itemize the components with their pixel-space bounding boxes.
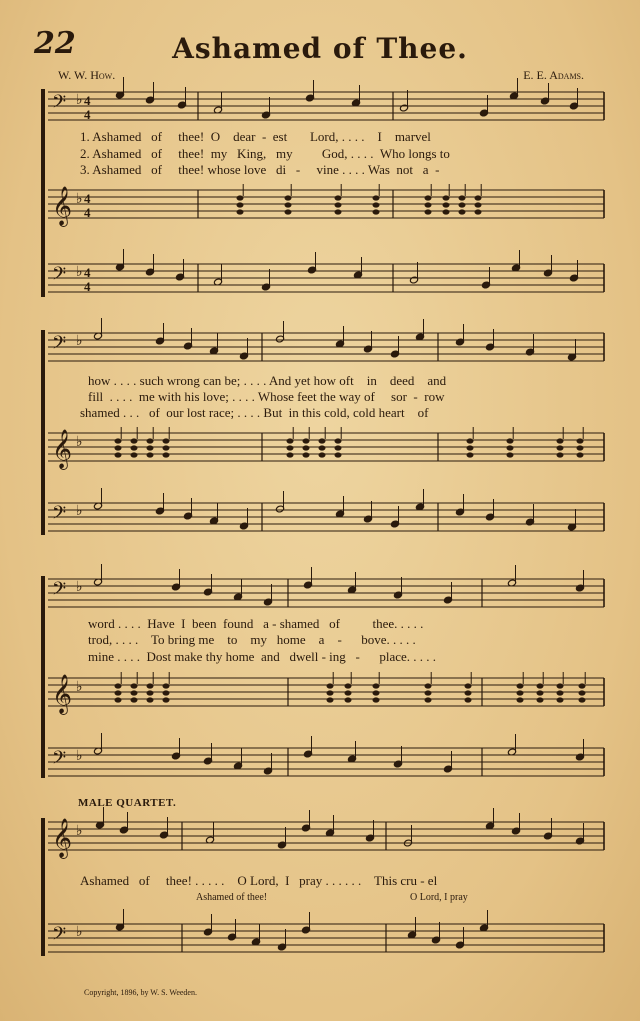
chord-note-head [163, 683, 170, 688]
bass-clef-icon: 𝄢 [52, 503, 67, 528]
verse-3-line-1: 3. Ashamed of thee! whose love di - vine . . . . Was not a - [80, 162, 440, 177]
chord-note-head [327, 683, 334, 688]
chord-note-head [373, 690, 380, 695]
chord-note-head [319, 438, 326, 443]
chord-note-head [345, 690, 352, 695]
flat-key-signature-icon: ♭ [76, 434, 83, 450]
chord-note-head [425, 690, 432, 695]
copyright-notice: Copyright, 1896, by W. S. Weeden. [84, 988, 197, 997]
chord-note-head [237, 202, 244, 207]
flat-key-signature-icon: ♭ [76, 679, 83, 695]
treble-clef-icon: 𝄞 [52, 674, 73, 714]
chord-note-head [517, 690, 524, 695]
chord-note-head [131, 452, 138, 457]
chord-note-head [507, 452, 514, 457]
chord-note-head [319, 452, 326, 457]
chord-note-head [335, 202, 342, 207]
page-number: 22 [34, 26, 76, 61]
chord-note-head [303, 452, 310, 457]
chord-note-head [577, 445, 584, 450]
chord-note-head [131, 697, 138, 702]
chord-note-head [465, 690, 472, 695]
chord-note-head [577, 438, 584, 443]
chord-note-head [163, 438, 170, 443]
chord-note-head [517, 697, 524, 702]
chord-note-head [237, 195, 244, 200]
flat-key-signature-icon: ♭ [76, 748, 83, 764]
bass-clef-icon: 𝄢 [52, 579, 67, 604]
flat-key-signature-icon: ♭ [76, 503, 83, 519]
chord-note-head [285, 202, 292, 207]
time-signature-top: 4 [84, 93, 91, 108]
chord-note-head [443, 202, 450, 207]
chord-note-head [373, 195, 380, 200]
chord-note-head [327, 690, 334, 695]
treble-clef-icon: 𝄞 [52, 186, 73, 226]
chord-note-head [537, 697, 544, 702]
chord-note-head [131, 438, 138, 443]
time-signature-bottom: 4 [84, 205, 91, 220]
time-signature-top: 4 [84, 265, 91, 280]
chord-note-head [163, 697, 170, 702]
bass-clef-icon: 𝄢 [52, 92, 67, 117]
chord-note-head [131, 690, 138, 695]
quartet-lyric: Ashamed of thee! . . . . . O Lord, I pray . . . . . . This cru - el [80, 873, 438, 888]
chord-note-head [465, 697, 472, 702]
chord-note-head [335, 195, 342, 200]
chord-note-head [425, 697, 432, 702]
chord-note-head [557, 452, 564, 457]
chord-note-head [345, 697, 352, 702]
chord-note-head [115, 683, 122, 688]
chord-note-head [285, 195, 292, 200]
chord-note-head [115, 690, 122, 695]
flat-key-signature-icon: ♭ [76, 92, 83, 108]
chord-note-head [467, 452, 474, 457]
verse-2-line-3: trod, . . . . To bring me to my home a - bove. . . . . [88, 632, 416, 647]
chord-note-head [303, 438, 310, 443]
chord-note-head [507, 445, 514, 450]
verse-2-line-2: fill . . . . me with his love; . . . . Whose feet the way of sor - row [88, 389, 445, 404]
chord-note-head [459, 195, 466, 200]
chord-note-head [287, 445, 294, 450]
chord-note-head [373, 683, 380, 688]
verse-1-line-2: how . . . . such wrong can be; . . . . And yet how oft in deed and [88, 373, 447, 388]
verse-3-line-2: shamed . . . of our lost race; . . . . But in this cold, cold heart of [80, 405, 429, 420]
chord-note-head [443, 195, 450, 200]
chord-note-head [537, 683, 544, 688]
verse-1-line-3: word . . . . Have I been found a - shamed of thee. . . . . [88, 616, 424, 631]
chord-note-head [327, 697, 334, 702]
chord-note-head [557, 690, 564, 695]
treble-clef-icon: 𝄞 [52, 429, 73, 469]
bass-clef-icon: 𝄢 [52, 748, 67, 773]
chord-note-head [147, 697, 154, 702]
time-signature-bottom: 4 [84, 279, 91, 294]
chord-note-head [285, 209, 292, 214]
chord-note-head [475, 209, 482, 214]
flat-key-signature-icon: ♭ [76, 264, 83, 280]
chord-note-head [319, 445, 326, 450]
flat-key-signature-icon: ♭ [76, 823, 83, 839]
chord-note-head [147, 452, 154, 457]
chord-note-head [475, 202, 482, 207]
chord-note-head [557, 438, 564, 443]
chord-note-head [465, 683, 472, 688]
chord-note-head [425, 202, 432, 207]
chord-note-head [147, 690, 154, 695]
chord-note-head [115, 697, 122, 702]
chord-note-head [425, 683, 432, 688]
chord-note-head [147, 445, 154, 450]
chord-note-head [115, 438, 122, 443]
flat-key-signature-icon: ♭ [76, 579, 83, 595]
verse-3-line-3: mine . . . . Dost make thy home and dwell - ing - place. . . . . [88, 649, 437, 664]
time-signature-top: 4 [84, 191, 91, 206]
chord-note-head [163, 445, 170, 450]
chord-note-head [335, 209, 342, 214]
chord-note-head [237, 209, 244, 214]
chord-note-head [163, 452, 170, 457]
male-quartet-label: MALE QUARTET. [78, 797, 177, 809]
chord-note-head [467, 445, 474, 450]
bass-clef-icon: 𝄢 [52, 333, 67, 358]
flat-key-signature-icon: ♭ [76, 333, 83, 349]
chord-note-head [537, 690, 544, 695]
chord-note-head [373, 209, 380, 214]
chord-note-head [557, 445, 564, 450]
chord-note-head [115, 445, 122, 450]
flat-key-signature-icon: ♭ [76, 924, 83, 940]
chord-note-head [475, 195, 482, 200]
chord-note-head [303, 445, 310, 450]
lyricist-credit: W. W. How. [58, 68, 116, 82]
chord-note-head [163, 690, 170, 695]
chord-note-head [557, 683, 564, 688]
chord-note-head [115, 452, 122, 457]
chord-note-head [425, 195, 432, 200]
chord-note-head [579, 697, 586, 702]
chord-note-head [373, 697, 380, 702]
quartet-bass-lyric-2: O Lord, I pray [410, 892, 468, 903]
quartet-bass-lyric-1: Ashamed of thee! [196, 892, 268, 903]
bass-clef-icon: 𝄢 [52, 264, 67, 289]
hymn-title: Ashamed of Thee. [172, 32, 468, 65]
verse-1-line-1: 1. Ashamed of thee! O dear - est Lord, . . . . I marvel [80, 129, 431, 144]
chord-note-head [443, 209, 450, 214]
chord-note-head [467, 438, 474, 443]
chord-note-head [335, 445, 342, 450]
flat-key-signature-icon: ♭ [76, 191, 83, 207]
chord-note-head [579, 683, 586, 688]
chord-note-head [335, 452, 342, 457]
chord-note-head [147, 438, 154, 443]
chord-note-head [131, 683, 138, 688]
chord-note-head [459, 202, 466, 207]
chord-note-head [579, 690, 586, 695]
chord-note-head [557, 697, 564, 702]
bass-clef-icon: 𝄢 [52, 924, 67, 949]
composer-credit: E. E. Adams. [523, 68, 584, 82]
time-signature-bottom: 4 [84, 107, 91, 122]
chord-note-head [577, 452, 584, 457]
verse-2-line-1: 2. Ashamed of thee! my King, my God, . . . . Who longs to [80, 146, 450, 161]
chord-note-head [287, 452, 294, 457]
chord-note-head [131, 445, 138, 450]
chord-note-head [335, 438, 342, 443]
chord-note-head [459, 209, 466, 214]
chord-note-head [507, 438, 514, 443]
chord-note-head [373, 202, 380, 207]
treble-clef-icon: 𝄞 [52, 818, 73, 858]
chord-note-head [345, 683, 352, 688]
chord-note-head [517, 683, 524, 688]
chord-note-head [425, 209, 432, 214]
chord-note-head [147, 683, 154, 688]
chord-note-head [287, 438, 294, 443]
